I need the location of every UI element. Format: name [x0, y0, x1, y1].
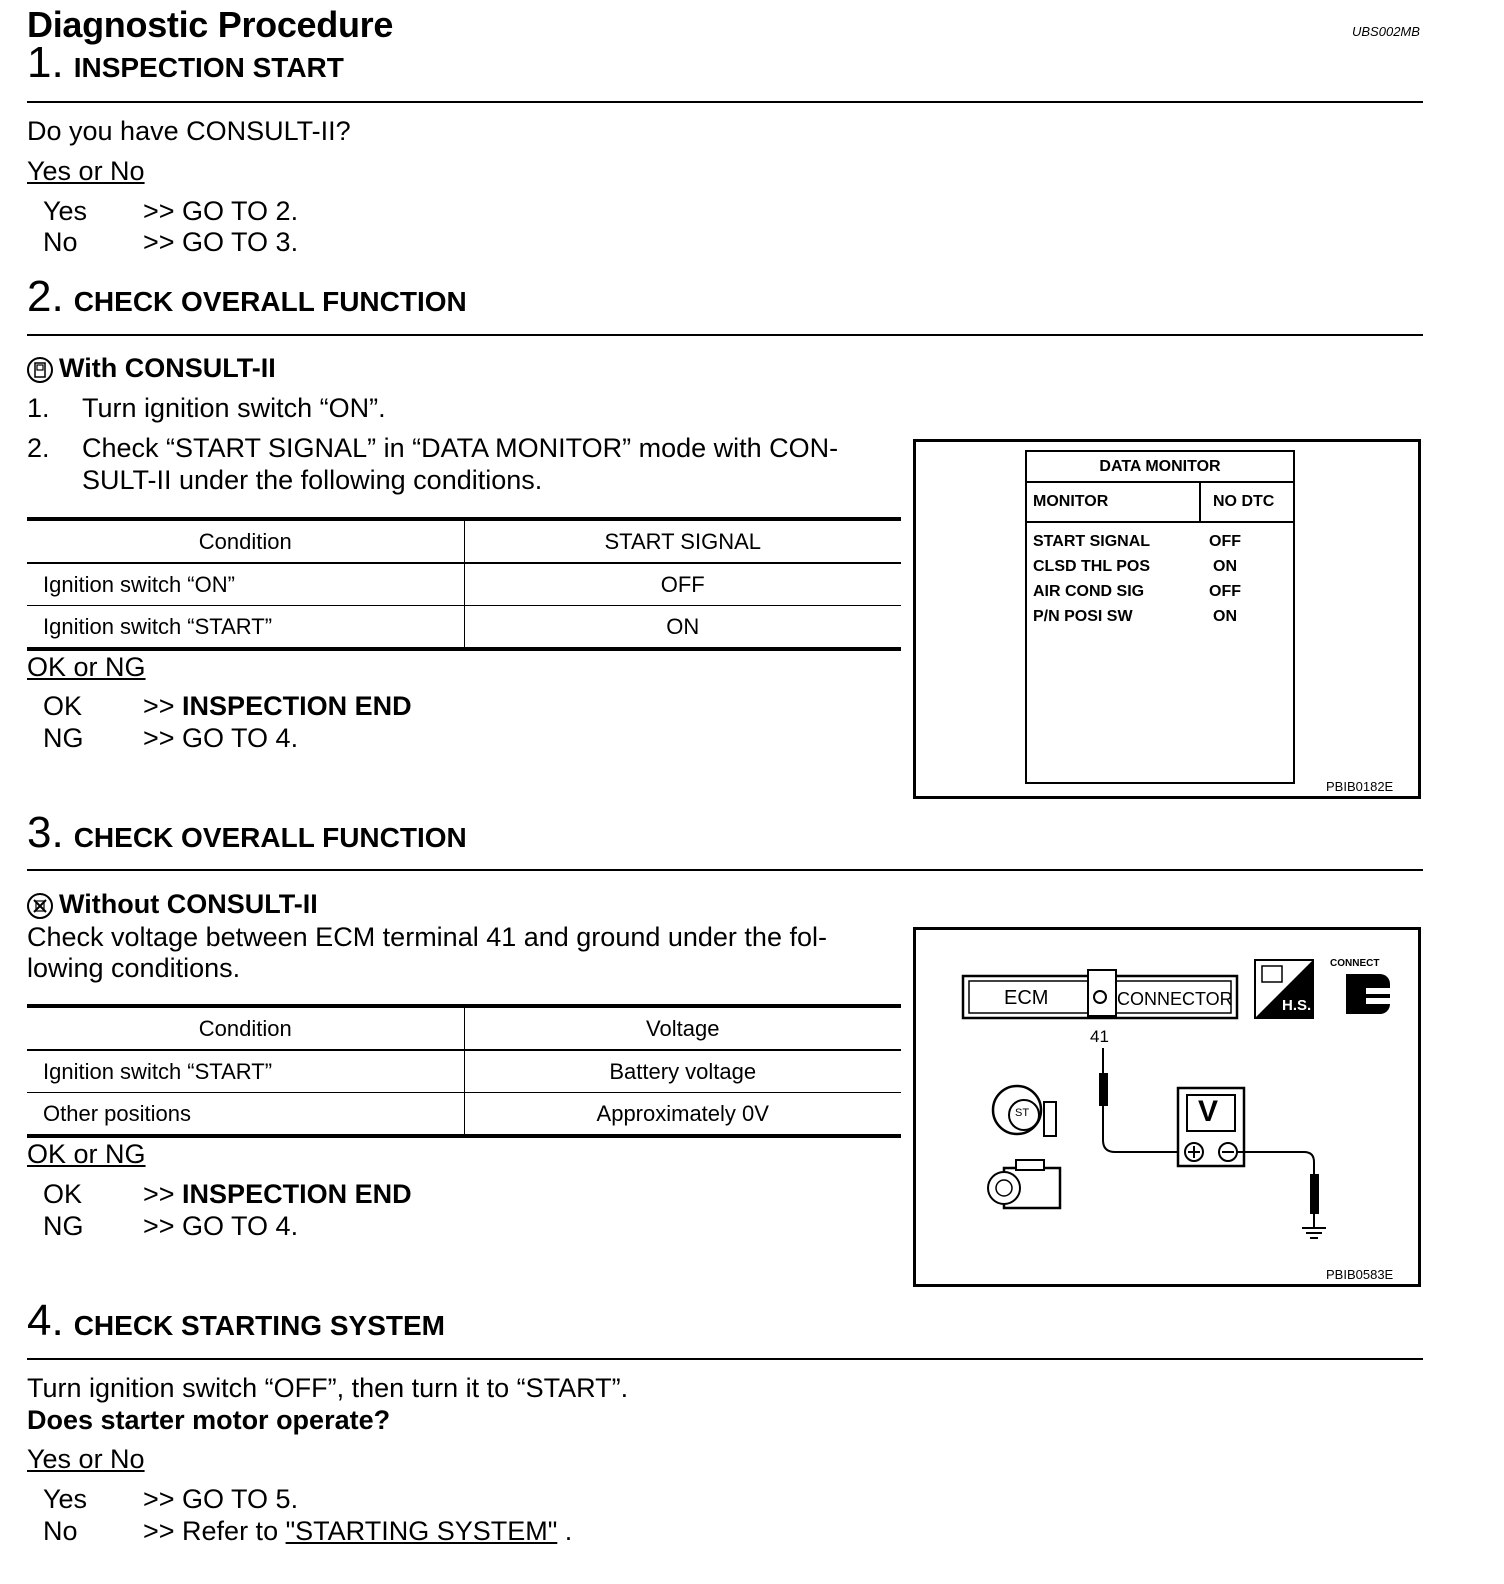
start-signal-table — [27, 517, 901, 651]
monitor-item-value: ON — [1213, 558, 1237, 575]
answer-suffix: . — [557, 1516, 573, 1546]
item-text: Check “START SIGNAL” in “DATA MONITOR” mode with CON- — [82, 433, 839, 463]
step-title: INSPECTION START — [73, 52, 344, 83]
step-3-instruction-continued: lowing conditions. — [27, 953, 241, 983]
ecm-voltage-figure — [913, 927, 1421, 1287]
starting-system-link[interactable]: "STARTING SYSTEM" — [285, 1516, 558, 1546]
monitor-column: MONITOR — [1033, 493, 1109, 510]
key-st-label: ST — [1015, 1107, 1030, 1119]
step-3-prompt: OK or NG — [27, 1139, 146, 1169]
figure-code: PBIB0583E — [1326, 1267, 1394, 1282]
answer-key: NG — [43, 723, 84, 753]
instruction-item — [27, 393, 386, 424]
subheading-text: With CONSULT-II — [59, 353, 276, 383]
step-4-instruction: Turn ignition switch “OFF”, then turn it to “START”. — [27, 1373, 629, 1403]
table-row — [27, 1050, 901, 1093]
answer-row — [43, 723, 543, 755]
answer-action: >> GO TO 3. — [143, 227, 299, 257]
step-2-heading — [27, 272, 467, 322]
table-cell: Ignition switch “START” — [27, 606, 464, 650]
connector-label: CONNECTOR — [1117, 989, 1233, 1009]
step-2-prompt: OK or NG — [27, 652, 146, 682]
step-1-question: Do you have CONSULT-II? — [27, 116, 351, 146]
monitor-item-name: P/N POSI SW — [1033, 608, 1133, 625]
item-text: Turn ignition switch “ON”. — [82, 393, 386, 423]
figure-code: PBIB0182E — [1326, 779, 1394, 794]
connect-plug-pin — [1366, 998, 1392, 1004]
step-title: CHECK OVERALL FUNCTION — [73, 822, 467, 853]
table-cell: Battery voltage — [464, 1050, 901, 1093]
item-text-continued: SULT-II under the following conditions. — [82, 465, 543, 495]
monitor-row — [1027, 583, 1293, 608]
answer-row — [43, 1516, 743, 1548]
no-consult-icon — [27, 893, 53, 919]
column-header: Voltage — [464, 1006, 901, 1050]
terminal-number: 41 — [1090, 1027, 1109, 1046]
answer-row — [43, 227, 443, 259]
answer-action: >> GO TO 5. — [143, 1484, 299, 1514]
terminal-pin — [1094, 991, 1106, 1003]
answer-action: INSPECTION END — [182, 691, 412, 721]
answer-prefix: >> Refer to — [143, 1516, 286, 1546]
answer-key: No — [43, 227, 78, 257]
data-monitor-figure — [913, 439, 1421, 799]
answer-key: OK — [43, 691, 83, 721]
voltage-table — [27, 1004, 901, 1138]
table-row — [27, 606, 901, 650]
step-number: 1. — [27, 38, 64, 87]
table-row — [27, 1093, 901, 1137]
step-number: 4. — [27, 1296, 64, 1345]
table-cell: ON — [464, 606, 901, 650]
column-header: Condition — [27, 519, 464, 563]
monitor-title: DATA MONITOR — [1027, 452, 1293, 483]
connect-label: CONNECT — [1330, 958, 1380, 969]
table-header-row — [27, 1006, 901, 1050]
table-header-row — [27, 519, 901, 563]
negative-lead — [1237, 1152, 1314, 1176]
ground-probe-tip — [1310, 1174, 1319, 1214]
step-title: CHECK STARTING SYSTEM — [73, 1310, 445, 1341]
answer-key: Yes — [43, 1484, 88, 1514]
divider — [27, 1358, 1423, 1360]
subheading-text: Without CONSULT-II — [59, 889, 318, 919]
answer-action: >> GO TO 2. — [143, 196, 299, 226]
column-header: START SIGNAL — [464, 519, 901, 563]
consult-icon — [27, 357, 53, 383]
column-header: Condition — [27, 1006, 464, 1050]
voltmeter-label: V — [1198, 1095, 1219, 1128]
answer-row — [43, 1179, 543, 1211]
step-4-heading — [27, 1296, 445, 1346]
answer-key: Yes — [43, 196, 88, 226]
monitor-row — [1027, 533, 1293, 558]
column-divider — [1199, 483, 1201, 521]
step-1-prompt: Yes or No — [27, 156, 145, 186]
step-4-question: Does starter motor operate? — [27, 1405, 391, 1435]
monitor-item-value: OFF — [1209, 533, 1241, 550]
step-3-heading — [27, 808, 467, 858]
monitor-row — [1027, 558, 1293, 583]
page-title: Diagnostic Procedure — [27, 4, 394, 45]
answer-row — [43, 691, 543, 723]
answer-key: OK — [43, 1179, 83, 1209]
data-monitor-screen — [1025, 450, 1295, 784]
with-consult-subheading — [27, 353, 276, 384]
table-cell: Ignition switch “ON” — [27, 563, 464, 606]
instruction-item — [27, 433, 839, 464]
table-cell: Ignition switch “START” — [27, 1050, 464, 1093]
divider — [27, 334, 1423, 336]
answer-row — [43, 1211, 543, 1243]
monitor-header-row — [1027, 483, 1293, 523]
monitor-row — [1027, 608, 1293, 633]
divider — [27, 101, 1423, 103]
answer-row — [43, 196, 443, 228]
without-consult-subheading — [27, 889, 318, 920]
step-number: 3. — [27, 808, 64, 857]
monitor-item-value: ON — [1213, 608, 1237, 625]
step-4-prompt: Yes or No — [27, 1444, 145, 1474]
step-title: CHECK OVERALL FUNCTION — [73, 286, 467, 317]
ecm-label: ECM — [1004, 987, 1049, 1009]
table-cell: Approximately 0V — [464, 1093, 901, 1137]
monitor-item-name: CLSD THL POS — [1033, 558, 1151, 575]
answer-row — [43, 1484, 743, 1516]
wiring-diagram — [916, 930, 1418, 1284]
monitor-item-name: AIR COND SIG — [1033, 583, 1145, 600]
monitor-item-name: START SIGNAL — [1033, 533, 1151, 550]
answer-action: >> GO TO 4. — [143, 723, 299, 753]
step-number: 2. — [27, 272, 64, 321]
monitor-status: NO DTC — [1213, 493, 1275, 510]
answer-key: No — [43, 1516, 78, 1546]
item-number: 2. — [27, 433, 50, 463]
table-row — [27, 563, 901, 606]
table-cell: OFF — [464, 563, 901, 606]
document-id: UBS002MB — [1352, 24, 1420, 39]
probe-tip — [1099, 1073, 1108, 1106]
monitor-item-value: OFF — [1209, 583, 1241, 600]
step-1-heading — [27, 38, 344, 88]
item-number: 1. — [27, 393, 50, 423]
answer-prefix: >> — [143, 691, 183, 721]
table-cell: Other positions — [27, 1093, 464, 1137]
monitor-list — [1027, 523, 1293, 633]
connect-plug-pin — [1366, 988, 1392, 994]
divider — [27, 869, 1423, 871]
step-3-instruction: Check voltage between ECM terminal 41 and ground under the fol- — [27, 922, 827, 952]
answer-action: >> GO TO 4. — [143, 1211, 299, 1241]
answer-key: NG — [43, 1211, 84, 1241]
hs-label: H.S. — [1282, 997, 1312, 1014]
answer-prefix: >> — [143, 1179, 183, 1209]
answer-action: INSPECTION END — [182, 1179, 412, 1209]
